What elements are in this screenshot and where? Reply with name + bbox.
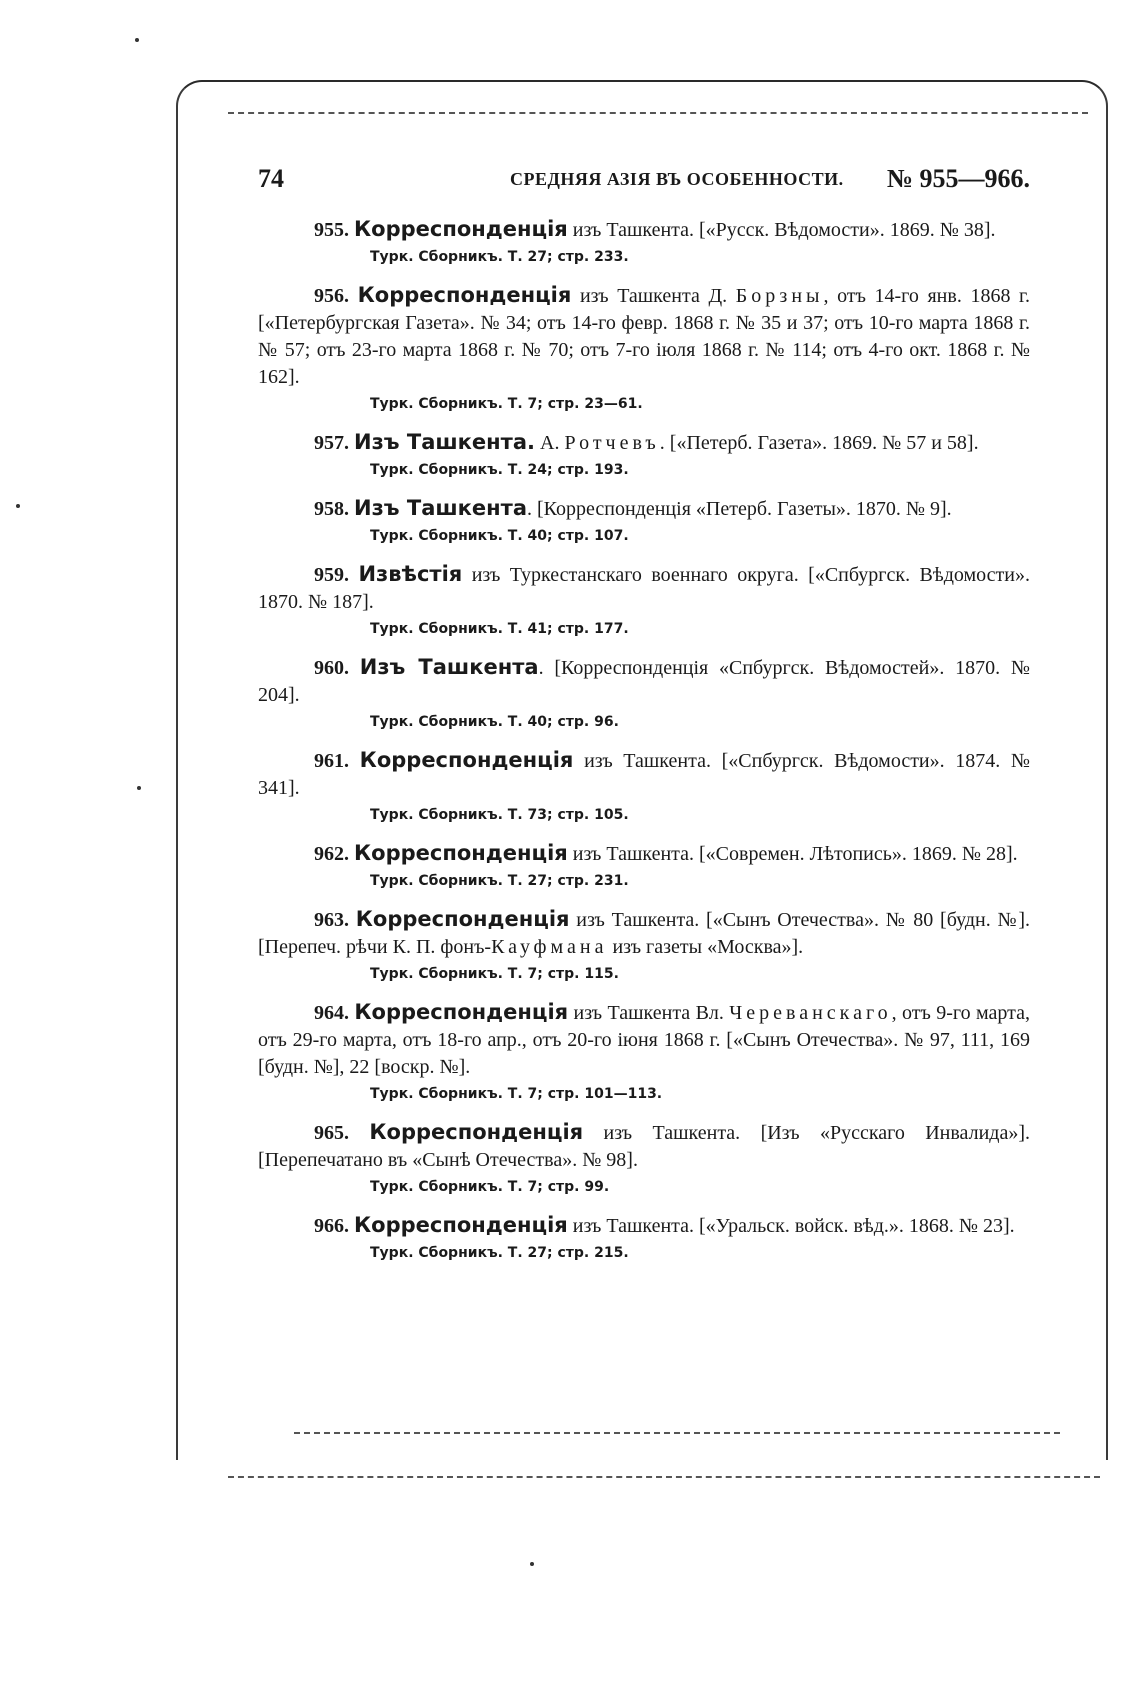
entry-body: изъ газеты «Москва»]. [607,936,804,958]
entry-966 [258,1212,1030,1264]
entry-number: 958. [314,498,349,520]
entry-number: 962. [314,843,349,865]
entry-number: 965. [314,1122,349,1144]
bottom-dashed-rule [294,1432,1060,1434]
entry-text [258,906,1030,961]
entry-964 [258,999,1030,1105]
entry-reference: Турк. Сборникъ. Т. 27; стр. 233. [370,249,629,265]
entry-number: 964. [314,1002,349,1024]
entry-title: Корреспонденція [359,748,574,772]
entry-reference: Турк. Сборникъ. Т. 73; стр. 105. [370,807,629,823]
entry-956 [258,282,1030,415]
bottom-edge-rule [228,1476,1100,1478]
entry-text [258,999,1030,1081]
entry-reference: Турк. Сборникъ. Т. 41; стр. 177. [370,621,629,637]
entry-title: Изъ Ташкента [354,496,528,520]
entry-body: изъ Туркестанскаго военнаго округа. [«Спбургск. Вѣдомости». 1870. № 187]. [258,564,1030,613]
entry-body: изъ Ташкента. [«Русск. Вѣдомости». 1869. № 38]. [567,219,996,241]
entry-author: Кауфмана [491,936,608,958]
bibliography-entries [258,216,1030,1278]
entry-body: изъ Ташкента. [«Современ. Лѣтопись». 1869. № 28]. [567,843,1018,865]
entry-number: 956. [314,285,349,307]
entry-957 [258,429,1030,481]
entry-955 [258,216,1030,268]
entry-960 [258,654,1030,733]
entry-reference: Турк. Сборникъ. Т. 7; стр. 101—113. [370,1086,663,1102]
entry-author: Ротчевъ [564,432,660,454]
scan-speck [530,1562,534,1566]
entry-body: . [Корреспонденція «Спбургск. Вѣдомостей». 1870. № 204]. [258,657,1031,706]
entry-text [258,429,1030,457]
entry-reference: Турк. Сборникъ. Т. 7; стр. 23—61. [370,396,643,412]
entry-body-pre: А. [535,432,565,454]
entry-number: 963. [314,909,349,931]
entry-reference: Турк. Сборникъ. Т. 24; стр. 193. [370,462,629,478]
scan-speck [135,38,139,42]
entry-text [258,1212,1030,1240]
entry-number: 960. [314,657,349,679]
entry-body: изъ Ташкента. [«Уральск. войск. вѣд.». 1868. № 23]. [567,1215,1015,1237]
entry-reference: Турк. Сборникъ. Т. 27; стр. 215. [370,1245,629,1261]
entry-title: Извѣстія [358,562,463,586]
page-number: 74 [258,164,284,193]
entry-title: Корреспонденція [354,1213,568,1237]
entry-958 [258,495,1030,547]
entry-title: Корреспонденція [354,217,568,241]
entry-text [258,561,1030,616]
entry-reference: Турк. Сборникъ. Т. 40; стр. 96. [370,714,619,730]
entry-reference: Турк. Сборникъ. Т. 7; стр. 115. [370,966,619,982]
entry-body: , отъ 14-го янв. 1868 г. [«Петербургская Газета». № 34; отъ 14-го февр. 1868 г. № 35 и 37; отъ 10-го марта 1868 г. № 57; отъ 23-го марта 1868 г. № 70; отъ 7-го іюля 1868 г. № 114; отъ 4-го окт. 1868 г. № 162]. [258,285,1030,388]
entry-text [258,654,1030,709]
entry-body: . [Корреспонденція «Петерб. Газеты». 1870. № 9]. [527,498,952,520]
entry-text [258,282,1030,391]
entry-965 [258,1119,1030,1198]
scan-speck [16,504,20,508]
entry-963 [258,906,1030,985]
entry-reference: Турк. Сборникъ. Т. 27; стр. 231. [370,873,629,889]
entry-number: 957. [314,432,349,454]
entry-body: изъ Ташкента. [Изъ «Русскаго Инвалида»]. [Перепечатано въ «Сынѣ Отечества». № 98]. [258,1122,1030,1171]
entry-959 [258,561,1030,640]
entry-title: Изъ Ташкента [359,655,539,679]
entry-reference: Турк. Сборникъ. Т. 40; стр. 107. [370,528,629,544]
scan-speck [137,786,141,790]
entry-961 [258,747,1030,826]
entry-number: 955. [314,219,349,241]
running-title: СРЕДНЯЯ АЗІЯ ВЪ ОСОБЕННОСТИ. [510,169,844,189]
entry-body-pre: изъ Ташкента. [«Сынъ Отечества». № 80 [будн. №]. [Перепеч. рѣчи К. П. фонъ- [258,909,1031,958]
entry-title: Корреспонденція [355,907,570,931]
entry-text [258,840,1030,868]
entry-text [258,495,1030,523]
entry-body-pre: изъ Ташкента Вл. [568,1002,730,1024]
entry-title: Корреспонденція [369,1120,584,1144]
entry-number: 961. [314,750,349,772]
entry-body: . [«Петерб. Газета». 1869. № 57 и 58]. [659,432,979,454]
entry-title: Корреспонденція [354,1000,569,1024]
entry-title: Корреспонденція [357,283,572,307]
entry-reference: Турк. Сборникъ. Т. 7; стр. 99. [370,1179,610,1195]
entry-title: Корреспонденція [354,841,568,865]
entry-body: , отъ 9-го марта, отъ 29-го марта, отъ 18-го апр., отъ 20-го іюня 1868 г. [«Сынъ Отечества». № 97, 111, 169 [будн. №], 22 [воскр. №]. [258,1002,1030,1078]
entry-body-pre: изъ Ташкента Д. [571,285,736,307]
entry-text [258,747,1030,802]
entry-number: 966. [314,1215,349,1237]
top-dashed-rule [228,112,1088,114]
entry-author: Черeванскаго [729,1002,892,1024]
entry-body: изъ Ташкента. [«Спбургск. Вѣдомости». 1874. № 341]. [258,750,1031,799]
entry-text [258,1119,1030,1174]
entry-962 [258,840,1030,892]
entry-text [258,216,1030,244]
page-header [258,164,1030,198]
entry-author: Борзны [735,285,824,307]
entry-title: Изъ Ташкента. [354,430,535,454]
entry-number: 959. [314,564,349,586]
entry-range: № 955—966. [886,164,1030,193]
